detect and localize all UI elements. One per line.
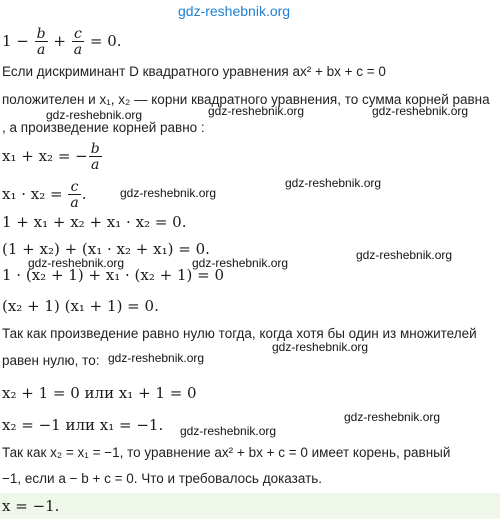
discriminant-text-3: , а произведение корней равно : [2, 120, 205, 135]
equation-2: 1 + x₁ + x₂ + x₁ · x₂ = 0. [2, 213, 187, 231]
vieta-sum [2, 142, 103, 172]
vieta-product-pre: x₁ · x₂ = [2, 185, 68, 203]
watermark: gdz-reshebnik.org [372, 104, 469, 118]
vieta-sum-den: a [89, 156, 102, 172]
eq1-post: = 0. [85, 32, 122, 50]
fraction-b-over-a [35, 27, 48, 57]
watermark-top: gdz-reshebnik.org [178, 3, 291, 19]
watermark: gdz-reshebnik.org [356, 248, 453, 262]
vieta-sum-pre: x₁ + x₂ = − [2, 147, 88, 165]
conclusion-text-1: Так как x₂ = x₁ = −1, то уравнение ax² + bx + c = 0 имеет корень, равный [2, 445, 451, 460]
fraction-c-over-a [68, 180, 80, 210]
equation-5: (x₂ + 1) (x₁ + 1) = 0. [2, 297, 159, 315]
eq1-frac2-den: a [73, 42, 83, 58]
vieta-product [2, 180, 87, 210]
watermark: gdz-reshebnik.org [108, 351, 205, 365]
fraction-c-over-a [72, 27, 84, 57]
eq1-frac1-num: b [36, 26, 46, 42]
watermark: gdz-reshebnik.org [120, 186, 217, 200]
watermark: gdz-reshebnik.org [46, 108, 143, 122]
watermark: gdz-reshebnik.org [285, 176, 382, 190]
equation-6: x₂ + 1 = 0 или x₁ + 1 = 0 [2, 384, 197, 402]
conclusion-text-2: −1, если a − b + c = 0. Что и требовалось доказать. [2, 471, 323, 486]
fraction-b-over-a [89, 142, 102, 172]
vieta-sum-num: b [90, 141, 100, 157]
watermark: gdz-reshebnik.org [28, 256, 125, 270]
zero-product-text-2: равен нулю, то: [2, 353, 100, 368]
equation-1 [2, 27, 122, 57]
discriminant-text-2: положителен и x₁, x₂ — корни квадратного уравнения, то сумма корней равна [2, 92, 490, 107]
eq1-frac1-den: a [35, 41, 48, 57]
eq1-mid: + [48, 32, 71, 50]
discriminant-text-1: Если дискриминант D квадратного уравнения ax² + bx + c = 0 [2, 64, 386, 79]
vieta-product-den: a [70, 195, 79, 211]
answer: x = −1. [2, 497, 60, 515]
equation-3: (1 + x₂) + (x₁ · x₂ + x₁) = 0. [2, 240, 210, 258]
eq1-pre: 1 − [2, 32, 34, 50]
eq1-frac2-num: c [73, 26, 82, 42]
watermark: gdz-reshebnik.org [208, 104, 305, 118]
zero-product-text-1: Так как произведение равно нулю тогда, когда хотя бы один из множителей [2, 326, 477, 341]
vieta-product-post: . [81, 185, 87, 203]
equation-7: x₂ = −1 или x₁ = −1. [2, 416, 164, 434]
watermark: gdz-reshebnik.org [192, 256, 289, 270]
equation-4: 1 · (x₂ + 1) + x₁ · (x₂ + 1) = 0 [2, 266, 225, 284]
watermark: gdz-reshebnik.org [180, 424, 277, 438]
answer-box [0, 493, 500, 519]
vieta-product-num: c [70, 179, 79, 195]
watermark: gdz-reshebnik.org [344, 410, 441, 424]
watermark: gdz-reshebnik.org [272, 340, 369, 354]
